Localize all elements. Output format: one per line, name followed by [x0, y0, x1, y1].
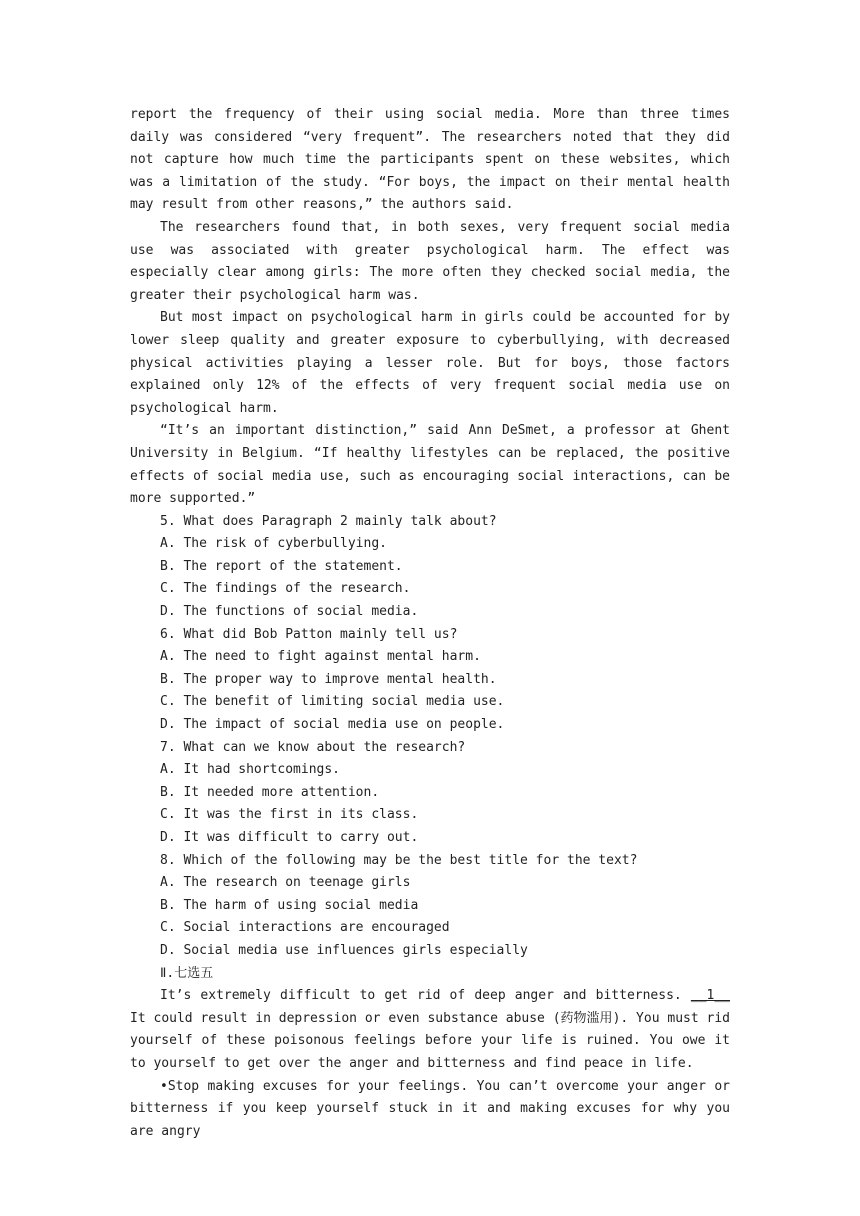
paragraph-continuation: report the frequency of their using social media. More than three times daily was considered “very frequent”. The researchers noted that they did not capture how much time the participants spent on these websites, which was a limitation of the study. “For boys, the impact on their mental health may result from other reasons,” the authors said.: [130, 107, 730, 213]
section-heading: Ⅱ.七选五: [160, 965, 214, 981]
paragraph-findings: The researchers found that, in both sexes, very frequent social media use was associated with greater psychological harm. The effect was especially clear among girls: The more often they checked social media, the greater their psychological harm was.: [130, 219, 730, 303]
paragraph-quote: “It’s an important distinction,” said Ann DeSmet, a professor at Ghent University in Belgium. “If healthy lifestyles can be replaced, the positive effects of social media use, such as encouraging social interactions, can be more supported.”: [130, 423, 730, 507]
text-before-blank: It’s extremely difficult to get rid of deep anger and bitterness.: [160, 988, 682, 1004]
option-c: C. The benefit of limiting social media use.: [160, 694, 505, 710]
option-a: A. The need to fight against mental harm.: [160, 649, 481, 665]
option-a: A. The research on teenage girls: [160, 875, 411, 891]
option-d: D. The functions of social media.: [160, 604, 419, 620]
option-b: B. The harm of using social media: [160, 897, 419, 913]
option-a: A. It had shortcomings.: [160, 762, 341, 778]
question-7: [130, 737, 730, 850]
option-c: C. It was the first in its class.: [160, 807, 419, 823]
option-b: B. The proper way to improve mental health.: [160, 671, 497, 687]
question-stem: 5. What does Paragraph 2 mainly talk about?: [160, 513, 497, 529]
paragraph-factors: But most impact on psychological harm in girls could be accounted for by lower sleep quality and greater exposure to cyberbullying, with decreased physical activities playing a lesser role. But for boys, those factors explained only 12% of the effects of very frequent social media use on psychological harm.: [130, 310, 730, 416]
option-d: D. It was difficult to carry out.: [160, 830, 419, 845]
question-stem: 8. Which of the following may be the best title for the text?: [160, 852, 638, 868]
paragraph-bullet: •Stop making excuses for your feelings. You can’t overcome your anger or bitterness if you keep yourself stuck in it and making excuses for why you are angry: [130, 1078, 730, 1139]
option-c: C. Social interactions are encouraged: [160, 920, 450, 936]
document-page: [130, 104, 730, 1143]
option-a: A. The risk of cyberbullying.: [160, 536, 387, 552]
question-8: [130, 850, 730, 963]
option-d: D. The impact of social media use on people.: [160, 717, 505, 733]
option-b: B. The report of the statement.: [160, 558, 403, 574]
option-d: D. Social media use influences girls especially: [160, 942, 528, 958]
paragraph-seven-choose-five: [130, 985, 730, 1075]
question-6: [130, 624, 730, 737]
answer-blank-1[interactable]: __1__: [690, 988, 731, 1004]
question-5: [130, 511, 730, 624]
question-stem: 7. What can we know about the research?: [160, 739, 466, 755]
option-b: B. It needed more attention.: [160, 784, 380, 800]
question-stem: 6. What did Bob Patton mainly tell us?: [160, 626, 458, 642]
text-after-blank: It could result in depression or even substance abuse (药物滥用). You must rid yourself of these poisonous feelings before your life is ruined. You owe it to yourself to get over the anger and bitterness and find peace in life.: [130, 1010, 730, 1071]
option-c: C. The findings of the research.: [160, 581, 411, 597]
